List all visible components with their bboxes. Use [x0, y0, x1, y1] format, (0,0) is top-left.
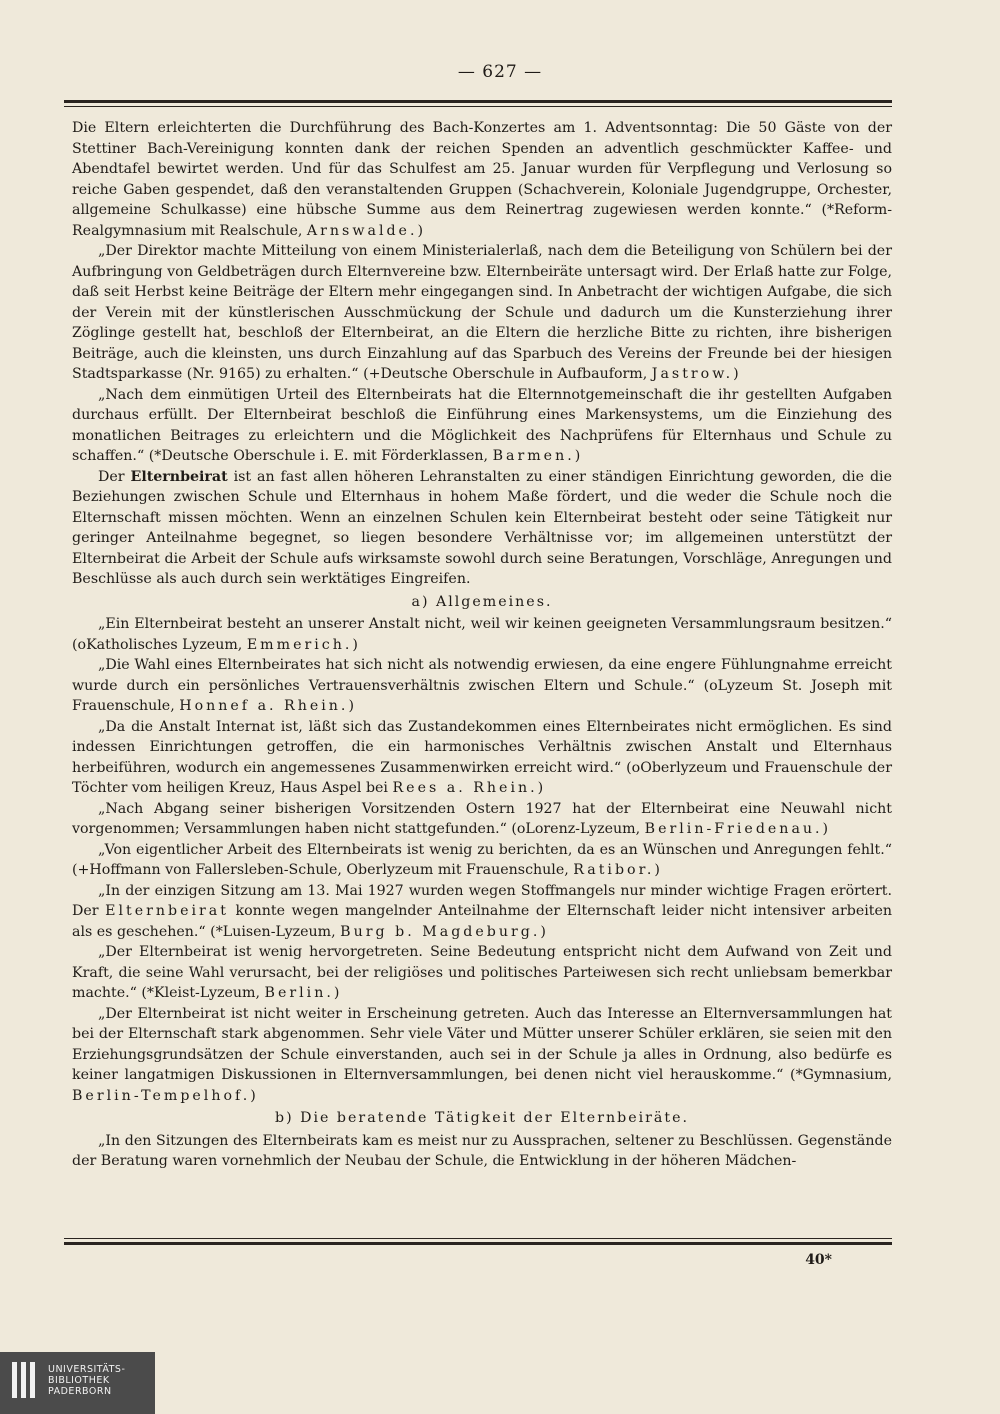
signature-mark: 40*	[805, 1252, 832, 1268]
paragraph-5-text: „Ein Elternbeirat besteht an unserer Anstalt nicht, weil wir keinen geeigneten Versammlungsraum besitzen.“ (oKatholisches Lyzeum,	[72, 616, 892, 653]
paragraph-1	[72, 118, 892, 241]
paragraph-12-text: „Der Elternbeirat ist nicht weiter in Erscheinung getreten. Auch das Interesse an Elternversammlungen hat bei der Elternschaft stark abgenommen. Sehr viele Väter und Mütter unserer Schüler erklären, sie seien mit den Erziehungsgrundsätzen der Schule einverstanden, auch sei in der Schule ja alles in Ordnung, also bedürfe es keiner langatmigen Diskussionen in Elternversammlungen, bei denen nicht viel herauskomme.“ (*Gymnasium,	[72, 1005, 892, 1083]
paragraph-3	[72, 385, 892, 467]
bottom-double-rule	[64, 1238, 892, 1245]
paragraph-12	[72, 1004, 892, 1107]
paragraph-7-place: Rees a. Rhein.)	[392, 780, 547, 796]
paragraph-3-text: „Nach dem einmütigen Urteil des Elternbeirats hat die Elternnotgemeinschaft die ihr gestellten Aufgaben durchaus erfüllt. Der Elternbeirat beschloß die Einführung eines Markensystems, um die Einziehung des monatlichen Beitrages zu erleichtern und die Möglichkeit des Nachprüfens für Elternhaus und Schule zu schaffen.“ (*Deutsche Oberschule i. E. mit Förderklassen,	[72, 386, 892, 464]
paragraph-10-place: Burg b. Magdeburg.)	[340, 923, 549, 940]
paragraph-8-place: Berlin-Friedenau.)	[644, 821, 832, 837]
paragraph-4-bold: Elternbeirat	[130, 468, 228, 485]
paragraph-5-place: Emmerich.)	[246, 636, 361, 653]
body-text	[72, 118, 892, 1172]
paragraph-5	[72, 614, 892, 655]
section-heading-b: b) Die beratende Tätigkeit der Elternbeiräte.	[274, 1110, 689, 1126]
paragraph-9-place: Ratibor.)	[573, 862, 663, 878]
paragraph-11	[72, 942, 892, 1004]
paragraph-11-place: Berlin.)	[264, 985, 343, 1001]
paragraph-1-text: Die Eltern erleichterten die Durchführung des Bach-Konzertes am 1. Adventsonntag: Die 50 Gäste von der Stettiner Bach-Vereinigung konnten dank der reichen Spenden an adventlich geschmückter Kaffee- und Abendtafel bewirtet werden. Und für das Schulfest am 25. Januar wurden für Verpflegung und Verlosung so reiche Gaben gespendet, daß den veranstaltenden Gruppen (Schachverein, Koloniale Jugendgruppe, Orchester, allgemeine Schulkasse) eine hübsche Summe aus dem Reinertrag zugewiesen werden konnte.“ (*Reform-Realgymnasium mit Realschule,	[72, 120, 892, 239]
paragraph-6-place: Honnef a. Rhein.)	[179, 698, 357, 714]
library-logo-text: UNIVERSITÄTS- BIBLIOTHEK PADERBORN	[48, 1364, 126, 1397]
paragraph-2-place: Jastrow.)	[651, 366, 742, 382]
paragraph-10-text-b: konnte wegen mangelnder Anteilnahme der Elternschaft leider nicht intensiver arbeiten als es geschehen.“ (*Luisen-Lyzeum,	[72, 903, 893, 940]
section-heading-a: a) Allgemeines.	[411, 593, 553, 610]
paragraph-7	[72, 717, 892, 799]
paragraph-12-place: Berlin-Tempelhof.)	[72, 1087, 259, 1104]
paragraph-6-text: „Die Wahl eines Elternbeirates hat sich nicht als notwendig erwiesen, da eine engere Fühlungnahme erreicht wurde durch ein persönliches Vertrauensverhältnis zwischen Eltern und Schule.“ (oLyzeum St. Joseph mit Frauenschule,	[72, 657, 892, 714]
paragraph-2	[72, 241, 892, 385]
paragraph-10-spaced: Elternbeirat	[105, 903, 229, 919]
paragraph-8-text: „Nach Abgang seiner bisherigen Vorsitzenden Ostern 1927 hat der Elternbeirat eine Neuwahl nicht vorgenommen; Versammlungen haben nicht stattgefunden.“ (oLorenz-Lyzeum,	[72, 800, 892, 837]
library-logo	[0, 1352, 155, 1414]
paragraph-10-text-a: „In der einzigen Sitzung am 13. Mai 1927 wurden wegen Stoffmangels nur minder wichtige Fragen erörtert. Der	[72, 882, 892, 919]
page-number: — 627 —	[457, 62, 543, 82]
paragraph-1-place: Arnswalde.)	[306, 222, 426, 239]
library-logo-icon	[10, 1360, 38, 1400]
paragraph-11-text: „Der Elternbeirat ist wenig hervorgetreten. Seine Bedeutung entspricht nicht dem Aufwand von Zeit und Kraft, die seine Wahl verursacht, bei der religiöses und politisches Parteiwesen sich recht unliebsam bemerkbar machte.“ (*Kleist-Lyzeum,	[72, 944, 892, 1001]
paragraph-13: „In den Sitzungen des Elternbeirats kam es meist nur zu Aussprachen, seltener zu Beschlüssen. Gegenstände der Beratung waren vornehmlich der Neubau der Schule, die Entwicklung in der höheren Mädchen-	[72, 1132, 892, 1169]
paragraph-7-text: „Da die Anstalt Internat ist, läßt sich das Zustandekommen eines Elternbeirates nicht ermöglichen. Es sind indessen Einrichtungen getroffen, die ein harmonisches Verhältnis zwischen Anstalt und Elternhaus herbeiführen, wodurch ein angemessenes Zusammenwirken erreicht wird.“ (oOberlyzeum und Frauenschule der Töchter vom heiligen Kreuz, Haus Aspel bei	[72, 718, 892, 796]
top-double-rule	[64, 100, 892, 107]
paragraph-4-text: ist an fast allen höheren Lehranstalten zu einer ständigen Einrichtung geworden, die die Beziehungen zwischen Schule und Elternhaus in hohem Maße fördert, und die weder die Schule noch die Elternschaft missen möchten. Wenn an einzelnen Schulen kein Elternbeirat besteht oder seine Tätigkeit nur geringer Anteilnahme begegnet, so liegen besondere Verhältnisse vor; im allgemeinen unterstützt der Elternbeirat die Arbeit der Schule aufs wirksamste sowohl durch seine Beratungen, Vorschläge, Anregungen und Beschlüsse als auch durch sein werktätiges Eingreifen.	[72, 468, 892, 587]
paragraph-9	[72, 840, 892, 881]
paragraph-9-text: „Von eigentlicher Arbeit des Elternbeirats ist wenig zu berichten, da es an Wünschen und Anregungen fehlt.“ (+Hoffmann von Fallersleben-Schule, Oberlyzeum mit Frauenschule,	[72, 841, 892, 878]
paragraph-4	[72, 467, 892, 590]
paragraph-8	[72, 799, 892, 840]
paragraph-3-place: Barmen.)	[492, 448, 584, 464]
paragraph-6	[72, 655, 892, 717]
paragraph-10	[72, 881, 892, 943]
paragraph-4-lead: Der	[98, 468, 125, 485]
paragraph-2-text: „Der Direktor machte Mitteilung von einem Ministerialerlaß, nach dem die Beteiligung von Schülern bei der Aufbringung von Geldbeträgen durch Elternvereine bzw. Elternbeiräte untersagt wird. Der Erlaß hatte zur Folge, daß seit Herbst keine Beiträge der Eltern mehr eingegangen sind. In Anbetracht der wichtigen Aufgabe, die sich der Verein mit der künstlerischen Ausschmückung der Schule und dadurch um die Kunsterziehung ihrer Zöglinge gestellt hat, beschloß der Elternbeirat, an die Eltern die herzliche Bitte zu richten, ihre bisherigen Beiträge, auch die kleinsten, uns durch Einzahlung auf das Sparbuch des Vereins der Freunde bei der hiesigen Stadtsparkasse (Nr. 9165) zu erhalten.“ (+Deutsche Oberschule in Aufbauform,	[72, 243, 892, 382]
